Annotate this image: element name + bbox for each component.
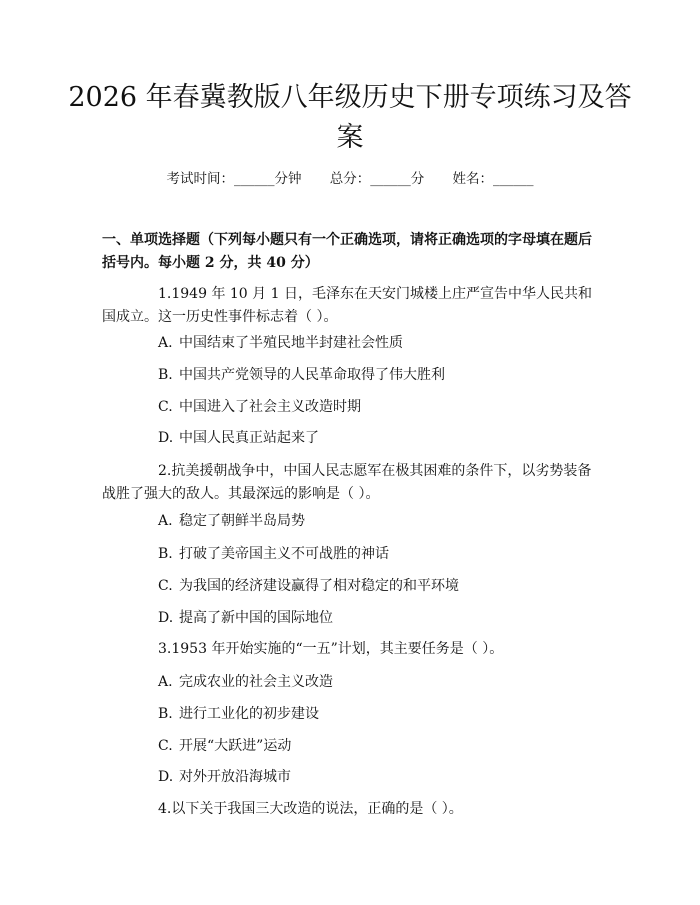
question-stem: 1953 年开始实施的“一五”计划，其主要任务是（ ）。	[171, 641, 504, 657]
option-letter: D.	[158, 430, 174, 446]
question-3	[102, 638, 600, 661]
document-title: 2026 年春冀教版八年级历史下册专项练习及答案	[68, 82, 632, 153]
option-text: 进行工业化的初步建设	[179, 706, 319, 722]
option-letter: C.	[158, 578, 173, 594]
question-1-option-b	[158, 366, 598, 384]
question-stem: 以下关于我国三大改造的说法，正确的是（ ）。	[171, 801, 463, 817]
option-text: 提高了新中国的国际地位	[179, 610, 333, 626]
question-1-option-a	[158, 334, 598, 352]
question-number: 1.	[158, 286, 172, 302]
section-heading: 一、单项选择题（下列每小题只有一个正确选项，请将正确选项的字母填在题后括号内。每小题 2 分，共 40 分）	[102, 232, 592, 271]
question-number: 3.	[158, 641, 172, 657]
question-3-option-c	[158, 737, 598, 755]
question-stem: 抗美援朝战争中，中国人民志愿军在极其困难的条件下，以劣势装备战胜了强大的敌人。其最深远的影响是（ ）。	[102, 463, 592, 502]
question-3-option-a	[158, 673, 598, 691]
option-letter: A.	[158, 335, 173, 351]
option-letter: D.	[158, 610, 174, 626]
question-2-option-d	[158, 609, 598, 627]
question-number: 2.	[158, 463, 172, 479]
option-text: 稳定了朝鲜半岛局势	[179, 513, 305, 529]
option-text: 中国进入了社会主义改造时期	[179, 399, 361, 415]
option-text: 对外开放沿海城市	[179, 769, 291, 785]
student-name-field: 姓名：______	[452, 171, 534, 187]
question-1	[102, 283, 600, 329]
question-1-option-c	[158, 398, 598, 416]
option-text: 完成农业的社会主义改造	[179, 674, 333, 690]
question-2	[102, 460, 600, 506]
option-text: 中国人民真正站起来了	[179, 430, 319, 446]
question-stem: 1949 年 10 月 1 日，毛泽东在天安门城楼上庄严宣告中华人民共和国成立。这一历史性事件标志着（ ）。	[102, 286, 592, 325]
option-letter: B.	[158, 546, 173, 562]
option-letter: A.	[158, 674, 173, 690]
exam-time-field: 考试时间：______分钟	[166, 171, 302, 187]
option-text: 中国共产党领导的人民革命取得了伟大胜利	[179, 367, 445, 383]
question-2-option-b	[158, 545, 598, 563]
question-1-option-d	[158, 429, 598, 447]
question-2-option-a	[158, 512, 598, 530]
option-text: 中国结束了半殖民地半封建社会性质	[179, 335, 403, 351]
exam-info-line	[0, 170, 700, 188]
total-score-field: 总分：______分	[329, 171, 425, 187]
option-text: 为我国的经济建设赢得了相对稳定的和平环境	[179, 578, 459, 594]
option-letter: B.	[158, 367, 173, 383]
option-text: 开展“大跃进”运动	[179, 738, 292, 754]
option-letter: B.	[158, 706, 173, 722]
option-text: 打破了美帝国主义不可战胜的神话	[179, 546, 389, 562]
option-letter: A.	[158, 513, 173, 529]
question-3-option-d	[158, 768, 598, 786]
option-letter: C.	[158, 399, 173, 415]
option-letter: C.	[158, 738, 173, 754]
option-letter: D.	[158, 769, 174, 785]
question-3-option-b	[158, 705, 598, 723]
question-4	[102, 798, 600, 821]
question-2-option-c	[158, 577, 598, 595]
question-number: 4.	[158, 801, 172, 817]
